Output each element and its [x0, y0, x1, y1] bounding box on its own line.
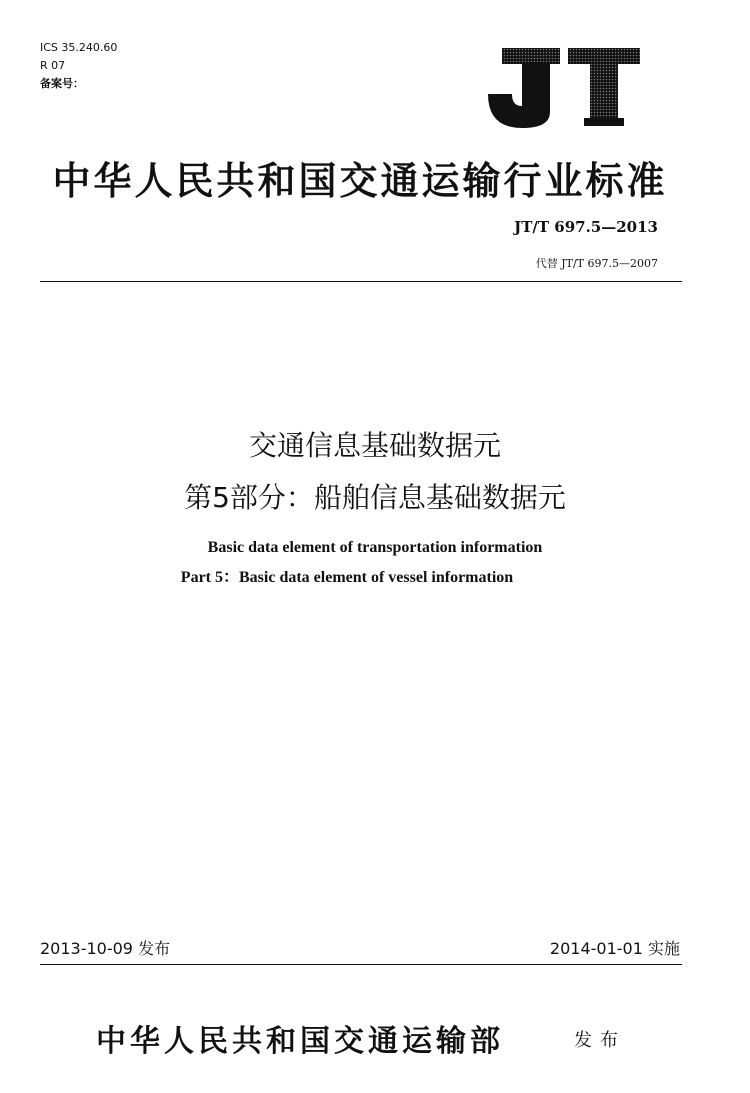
- document-title-en-line1: Basic data element of transportation information: [207, 539, 543, 556]
- implement-date: 2014-01-01 实施: [549, 939, 680, 958]
- issue-label: 发布: [574, 1030, 626, 1051]
- replaces-standard: 代替 JT/T 697.5—2007: [535, 257, 658, 270]
- document-title-cn-line2: 第5部分：船舶信息基础数据元: [184, 481, 566, 514]
- header-divider: [40, 281, 682, 282]
- standard-code: JT/T 697.5—2013: [514, 218, 658, 236]
- record-number-label: 备案号：: [40, 77, 84, 90]
- publish-date: 2013-10-09 发布: [40, 939, 171, 958]
- classification-code: R 07: [40, 59, 66, 72]
- standard-category-title: 中华人民共和国交通运输行业标准: [52, 158, 668, 203]
- document-title-cn-line1: 交通信息基础数据元: [248, 429, 501, 462]
- issuing-authority: 中华人民共和国交通运输部: [96, 1024, 504, 1059]
- document-title-en-line2: Part 5：Basic data element of vessel information: [180, 569, 514, 586]
- footer-divider: [40, 964, 682, 965]
- ics-code: ICS 35.240.60: [40, 41, 118, 54]
- jt-logo: [488, 48, 640, 128]
